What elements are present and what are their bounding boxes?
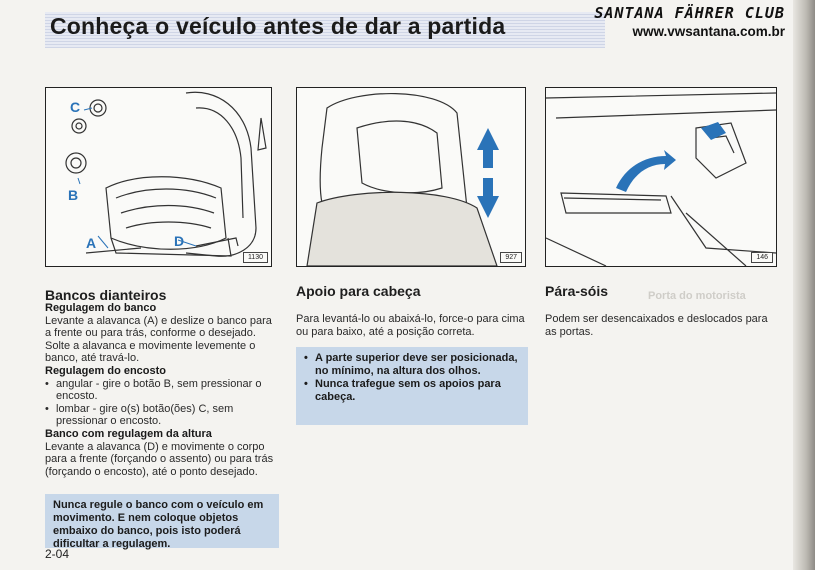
club-logo: [594, 4, 785, 39]
club-url[interactable]: www.vwsantana.com.br: [632, 24, 785, 39]
figure-seat: [45, 87, 272, 267]
text-head-restraint: Para levantá-lo ou abaixá-lo, force-o para cima ou para baixo, até a posição correta.: [296, 313, 525, 338]
head-restraint-illustration: [297, 88, 525, 266]
label-a: A: [86, 235, 97, 251]
subheading-seat-adjustment: Regulagem do banco: [45, 302, 157, 314]
figure-head-restraint: [296, 87, 526, 267]
text-sun-visors: Podem ser desencaixados e deslocados para as portas.: [545, 313, 768, 338]
figure-number: 1130: [243, 252, 268, 263]
label-b: B: [68, 187, 79, 203]
label-d: D: [174, 233, 185, 249]
heading-front-seats: Bancos dianteiros: [45, 287, 167, 303]
subheading-height-adjustment: Banco com regulagem da altura: [45, 427, 212, 440]
label-c: C: [70, 99, 81, 115]
heading-head-restraint: Apoio para cabeça: [296, 283, 421, 299]
subheading-backrest-adjustment: Regulagem do encosto: [45, 364, 167, 377]
backrest-bullets: [45, 378, 281, 428]
bullet-lumbar: • lombar - gire o(s) botão(ões) C, sem pressionar o encosto.: [45, 403, 281, 428]
page-title: Conheça o veículo antes de dar a partida: [50, 13, 506, 39]
figure-sun-visor: [545, 87, 777, 267]
note-bullet-height: • A parte superior deve ser posicionada, no mínimo, na altura dos olhos.: [304, 352, 520, 378]
page-number: 2-04: [45, 547, 70, 561]
sun-visor-illustration: [546, 88, 776, 266]
heading-sun-visors: Pára-sóis: [545, 283, 609, 299]
note-seat-warning: Nunca regule o banco com o veículo em movimento. E nem coloque objetos embaixo do banco, pois isto poderá dificultar a regulagem.: [45, 494, 279, 548]
bleed-through-heading: Porta do motorista: [648, 290, 746, 302]
note-head-restraint: [296, 347, 528, 425]
column-front-seats: [45, 302, 281, 478]
seat-illustration: [46, 88, 271, 266]
text-seat-adjustment: Levante a alavanca (A) e deslize o banco para a frente ou para trás, conforme o desejado. Solte a alavanca e movimente levemente o banco, até travá-lo.: [45, 314, 272, 365]
bullet-angular: • angular - gire o botão B, sem pressionar o encosto.: [45, 378, 281, 403]
figure-number: 146: [751, 252, 773, 263]
note-bullet-never-drive: • Nunca trafegue sem os apoios para cabeça.: [304, 378, 520, 404]
text-height-adjustment: Levante a alavanca (D) e movimente o corpo para a frente (forçando o assento) ou para trás (forçando o encosto), até o ponto desejado.: [45, 440, 274, 478]
club-name: SANTANA FÄHRER CLUB: [594, 4, 785, 22]
page-edge-shadow: [793, 0, 815, 570]
figure-number: 927: [500, 252, 522, 263]
